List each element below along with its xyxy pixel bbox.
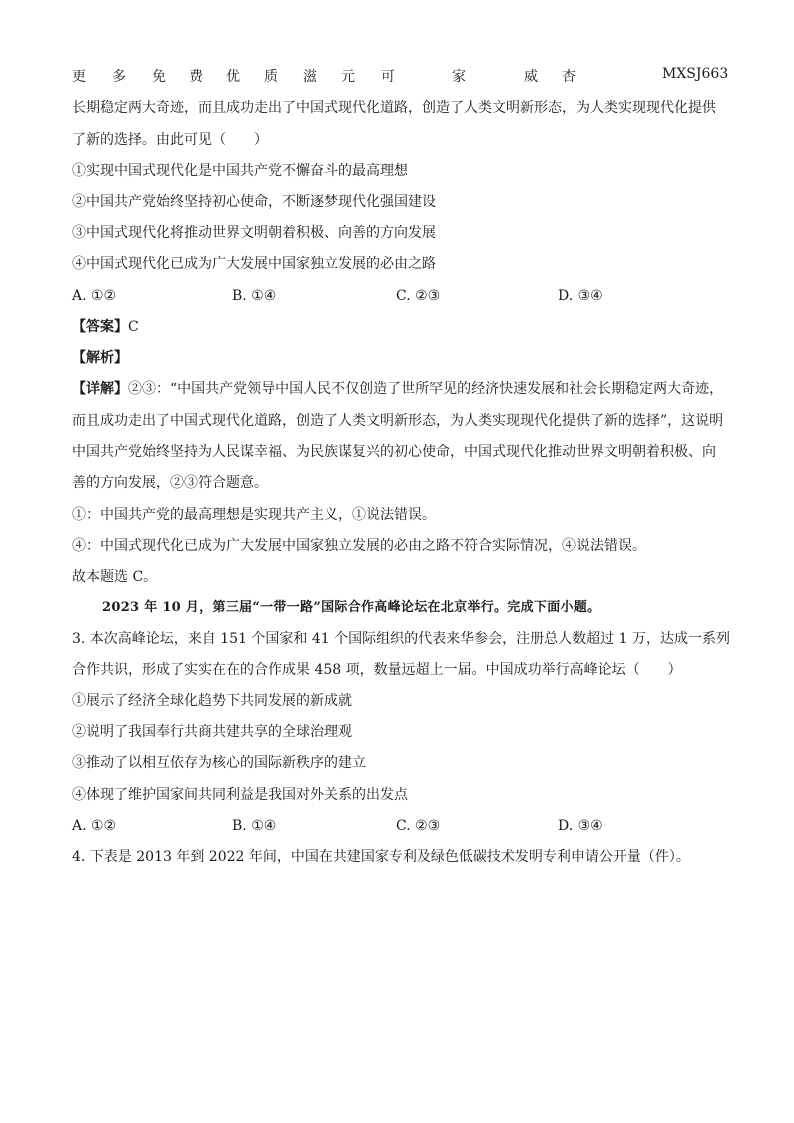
q2-option-b: B. ①④ (232, 288, 277, 304)
q3-statement: ①展示了经济全球化趋势下共同发展的新成就 (72, 693, 352, 709)
answer-value: C (128, 319, 139, 335)
conclusion: 故本题选 C。 (72, 569, 158, 585)
q2-option-d: D. ③④ (558, 288, 603, 304)
header-char: 多 (112, 69, 126, 85)
q2-statement: ③中国式现代化将推动世界文明朝着积极、向善的方向发展 (72, 225, 436, 241)
header-char: 优 (226, 69, 240, 85)
detail-line: 而且成功走出了中国式现代化道路，创造了人类文明新形态，为人类实现现代化提供了新的选择”，这说明 (72, 413, 724, 429)
detail-line: 善的方向发展，②③符合题意。 (72, 475, 268, 491)
header-char: 滋 (303, 69, 317, 85)
q2-option-a: A. ①② (72, 288, 117, 304)
detail-line (72, 380, 723, 398)
q2-option-c: C. ②③ (396, 288, 441, 304)
header-char: 元 (341, 69, 355, 85)
header-char: 家 (452, 69, 466, 85)
q3-stem-line: 合作共识，形成了实实在在的合作成果 458 项，数量远超上一届。中国成功举行高峰论坛（ ） (72, 662, 682, 678)
q3-statement: ④体现了维护国家间共同利益是我国对外关系的出发点 (72, 787, 408, 803)
detail-text: ②③：“中国共产党领导中国人民不仅创造了世所罕见的经济快速发展和社会长期稳定两大奇迹， (128, 381, 724, 397)
header-char: 杏 (562, 69, 576, 85)
detail-label: 【详解】 (72, 381, 128, 397)
q2-statement: ②中国共产党始终坚持初心使命，不断逐梦现代化强国建设 (72, 194, 436, 210)
q3-option-a: A. ①② (72, 818, 117, 834)
answer-label: 【答案】 (72, 319, 128, 335)
header-char: 更 (72, 69, 86, 85)
q3-statement: ③推动了以相互依存为核心的国际新秩序的建立 (72, 755, 366, 771)
q2-statement: ①实现中国式现代化是中国共产党不懈奋斗的最高理想 (72, 163, 408, 179)
analysis-label: 【解析】 (72, 350, 128, 366)
q3-option-d: D. ③④ (558, 818, 603, 834)
header-char: 费 (189, 69, 203, 85)
q4-stem-line: 4. 下表是 2013 年到 2022 年间，中国在共建国家专利及绿色低碳技术发明专利申请公开量（件）。 (72, 849, 690, 865)
header-char: 可 (381, 69, 395, 85)
answer-row (72, 318, 139, 336)
detail-line: 中国共产党始终坚持为人民谋幸福、为民族谋复兴的初心使命，中国式现代化推动世界文明朝着积极、向 (72, 444, 716, 460)
wrong-explanation-4: ④：中国式现代化已成为广大发展中国家独立发展的必由之路不符合实际情况，④说法错误。 (72, 538, 646, 554)
q3-stem-line: 3. 本次高峰论坛，来自 151 个国家和 41 个国际组织的代表来华参会，注册总人数超过 1 万，达成一系列 (72, 631, 730, 647)
q3-option-b: B. ①④ (232, 818, 277, 834)
header-char: 免 (152, 69, 166, 85)
q3-statement: ②说明了我国奉行共商共建共享的全球治理观 (72, 724, 352, 740)
header-char: 质 (264, 69, 278, 85)
q2-statement: ④中国式现代化已成为广大发展中国家独立发展的必由之路 (72, 256, 436, 272)
header-code: MXSJ663 (662, 66, 729, 82)
header-watermark (72, 66, 729, 86)
wrong-explanation-1: ①：中国共产党的最高理想是实现共产主义，①说法错误。 (72, 507, 436, 523)
header-char: 威 (524, 69, 538, 85)
q3-option-c: C. ②③ (396, 818, 441, 834)
q2-stem-line: 长期稳定两大奇迹，而且成功走出了中国式现代化道路，创造了人类文明新形态，为人类实现现代化提供 (72, 100, 716, 116)
q2-stem-line: 了新的选择。由此可见（ ） (72, 132, 268, 148)
group-intro: 2023 年 10 月，第三届“一带一路”国际合作高峰论坛在北京举行。完成下面小题。 (102, 600, 601, 615)
